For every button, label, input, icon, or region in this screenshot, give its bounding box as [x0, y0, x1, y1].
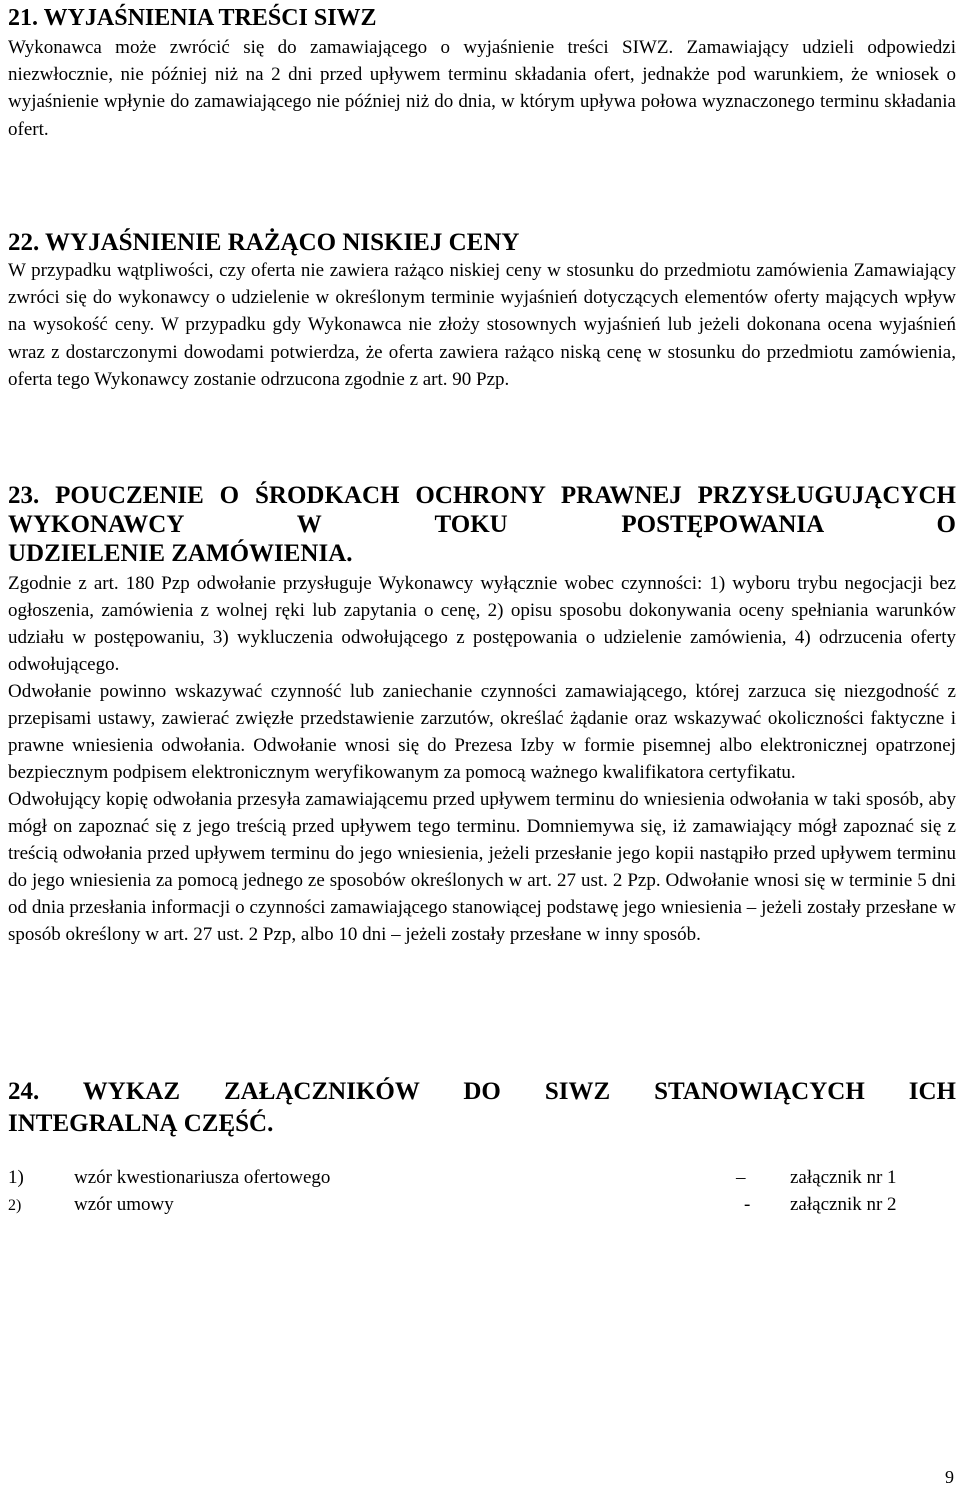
attachment-dash: -: [744, 1194, 751, 1215]
attachment-dash: –: [736, 1167, 746, 1188]
attachment-description: wzór umowy: [74, 1194, 174, 1215]
section-22-heading: 22. WYJAŚNIENIE RAŻĄCO NISKIEJ CENY: [8, 229, 520, 256]
page-number: 9: [945, 1467, 954, 1487]
section-24-heading: [8, 1076, 956, 1140]
section-23-paragraph-2: Odwołanie powinno wskazywać czynność lub zaniechanie czynności zamawiającego, której zarzuca się niezgodność z przepisami ustawy, zawierać zwięzłe przedstawienie zarzutów, określać żądanie oraz wskazywać okoliczności faktyczne i prawne wniesienia odwołania. Odwołanie wnosi się do Prezesa Izby w formie pisemnej albo elektronicznej opatrzonej bezpiecznym podpisem elektronicznym weryfikowanym za pomocą ważnego kwalifikatora certyfikatu.: [8, 681, 956, 783]
section-24-heading-end: INTEGRALNĄ CZĘŚĆ.: [8, 1110, 274, 1137]
list-item: [8, 1191, 956, 1218]
attachment-label: załącznik nr 2: [790, 1194, 897, 1215]
list-item: [8, 1164, 956, 1191]
section-23-heading: [8, 481, 956, 568]
section-21: [8, 4, 956, 143]
section-22-paragraph: W przypadku wątpliwości, czy oferta nie zawiera rażąco niskiej ceny w stosunku do przedmiotu zamówienia Zamawiający zwróci się do wykonawcy o udzielenie w określonym terminie wyjaśnień dotyczących elementów oferty mających wpływ na wysokość ceny. W przypadku gdy Wykonawca nie złoży stosownych wyjaśnień lub jeżeli dokonana ocena wyjaśnień wraz z dostarczonymi dowodami potwierdza, że oferta zawiera rażąco niską cenę w stosunku do przedmiotu zamówienia, oferta tego Wykonawcy zostanie odrzucona zgodnie z art. 90 Pzp.: [8, 260, 956, 390]
section-22: [8, 228, 956, 393]
section-21-heading: 21. WYJAŚNIENIA TREŚCI SIWZ: [8, 5, 377, 31]
section-24: [8, 1076, 956, 1140]
attachment-number: 2): [8, 1197, 22, 1214]
section-23-heading-end: UDZIELENIE ZAMÓWIENIA.: [8, 540, 353, 567]
section-21-paragraph: Wykonawca może zwrócić się do zamawiającego o wyjaśnienie treści SIWZ. Zamawiający udzieli odpowiedzi niezwłocznie, nie później niż na 2 dni przed upływem terminu składania ofert, jednakże pod warunkiem, że wniosek o wyjaśnienie wpłynie do zamawiającego nie później niż do dnia, w którym upływa połowa wyznaczonego terminu składania ofert.: [8, 37, 956, 140]
attachment-label: załącznik nr 1: [790, 1167, 897, 1188]
section-24-heading-main: 24. WYKAZ ZAŁĄCZNIKÓW DO SIWZ STANOWIĄCYCH ICH: [8, 1078, 956, 1105]
attachment-description: wzór kwestionariusza ofertowego: [74, 1167, 331, 1188]
attachments-list: [8, 1164, 956, 1218]
attachment-number: 1): [8, 1167, 24, 1188]
section-23-heading-main: 23. POUCZENIE O ŚRODKACH OCHRONY PRAWNEJ PRZYSŁUGUJĄCYCH WYKONAWCY W TOKU POSTĘPOWANIA O: [8, 482, 956, 538]
section-23: [8, 481, 956, 948]
section-23-paragraph-1: Zgodnie z art. 180 Pzp odwołanie przysługuje Wykonawcy wyłącznie wobec czynności: 1) wyboru trybu negocjacji bez ogłoszenia, zamówienia z wolnej ręki lub zapytania o cenę, 2) opisu sposobu dokonywania oceny spełniania warunków udziału w postępowaniu, 3) wykluczenia odwołującego z postępowania o udzielenie zamówienia, 4) odrzucenia oferty odwołującego.: [8, 573, 956, 675]
section-23-paragraph-3: Odwołujący kopię odwołania przesyła zamawiającemu przed upływem terminu do wniesienia odwołania w taki sposób, aby mógł on zapoznać się z jego treścią przed upływem tego terminu. Domniemywa się, iż zamawiający mógł zapoznać się z treścią odwołania przed upływem terminu do jego wniesienia, jeżeli przesłanie jego kopii nastąpiło przed upływem terminu do jego wniesienia za pomocą jednego ze sposobów określonych w art. 27 ust. 2 Pzp. Odwołanie wnosi się w terminie 5 dni od dnia przesłania informacji o czynności zamawiającego stanowiącej podstawę jego wniesienia – jeżeli zostały przesłane w sposób określony w art. 27 ust. 2 Pzp, albo 10 dni – jeżeli zostały przesłane w inny sposób.: [8, 789, 956, 945]
